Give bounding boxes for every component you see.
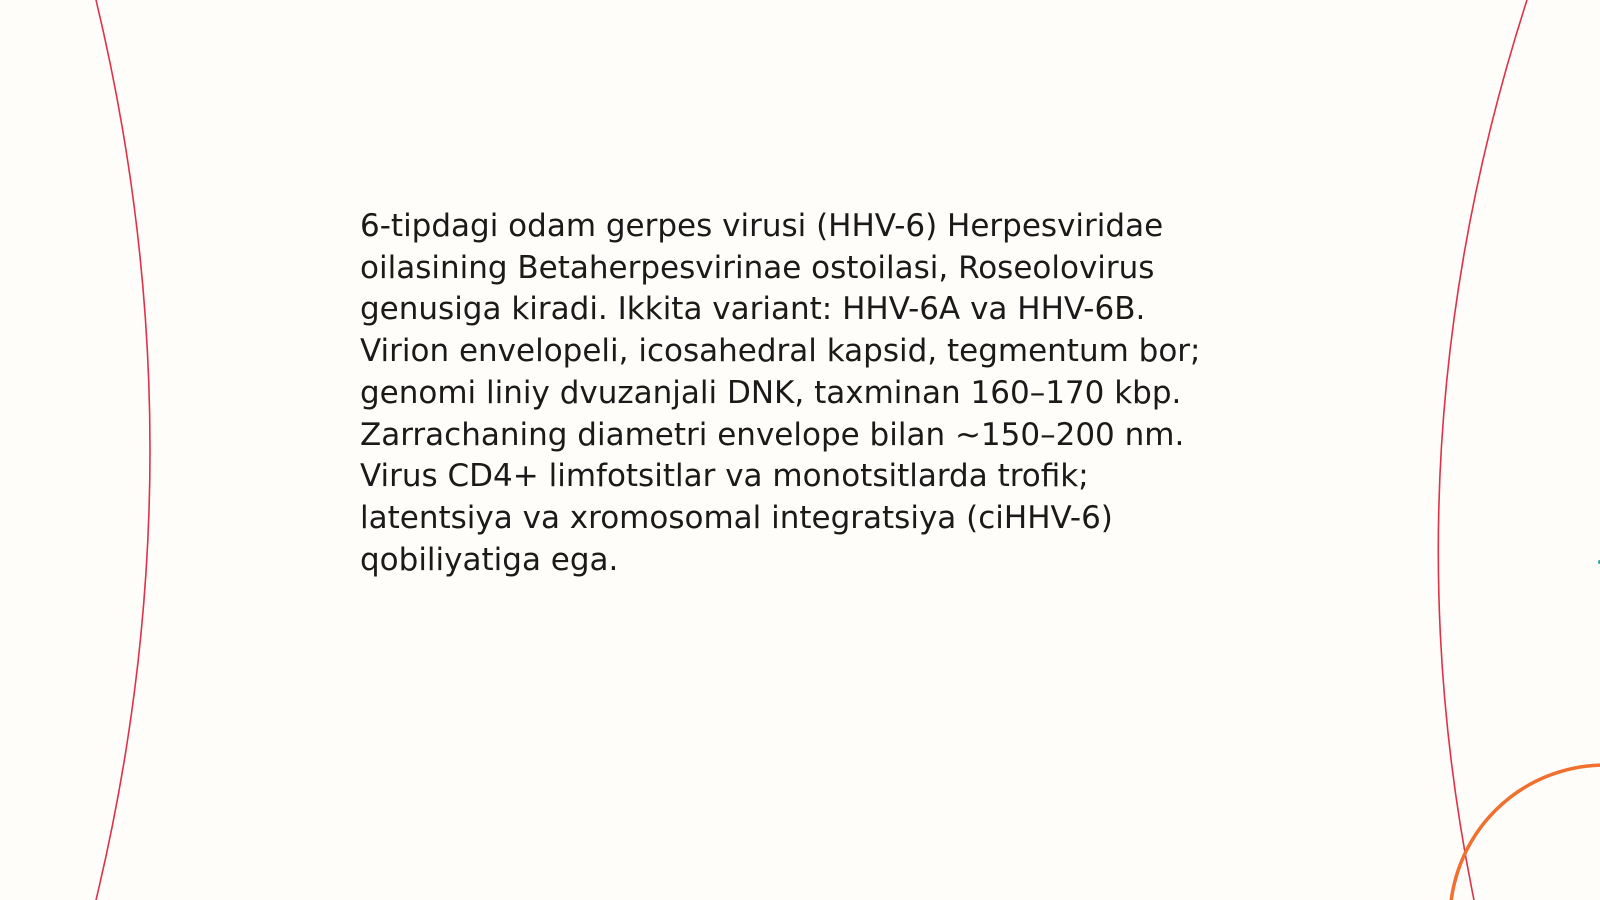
body-text-line: Zarrachaning diametri envelope bilan ~150–200 nm. [360,416,1185,453]
left-arc-decoration [96,0,150,900]
body-text-line: latentsiya va xromosomal integratsiya (ciHHV-6) [360,499,1113,536]
slide-body-text [360,206,1260,581]
corner-circle-decoration [1450,765,1600,900]
body-text-line: genusiga kiradi. Ikkita variant: HHV-6A va HHV-6B. [360,291,1146,328]
body-text-line: qobiliyatiga ega. [360,541,619,578]
body-text-line: Virus CD4+ limfotsitlar va monotsitlarda trofik; [360,458,1089,495]
body-text-line: 6-tipdagi odam gerpes virusi (HHV-6) Herpesviridae [360,208,1164,244]
body-text-line: genomi liniy dvuzanjali DNK, taxminan 160–170 kbp. [360,374,1182,411]
right-arc-decoration [1438,0,1527,900]
body-text-line: Virion envelopeli, icosahedral kapsid, tegmentum bor; [360,333,1201,370]
body-text-line: oilasining Betaherpesvirinae ostoilasi, Roseolovirus [360,249,1155,286]
